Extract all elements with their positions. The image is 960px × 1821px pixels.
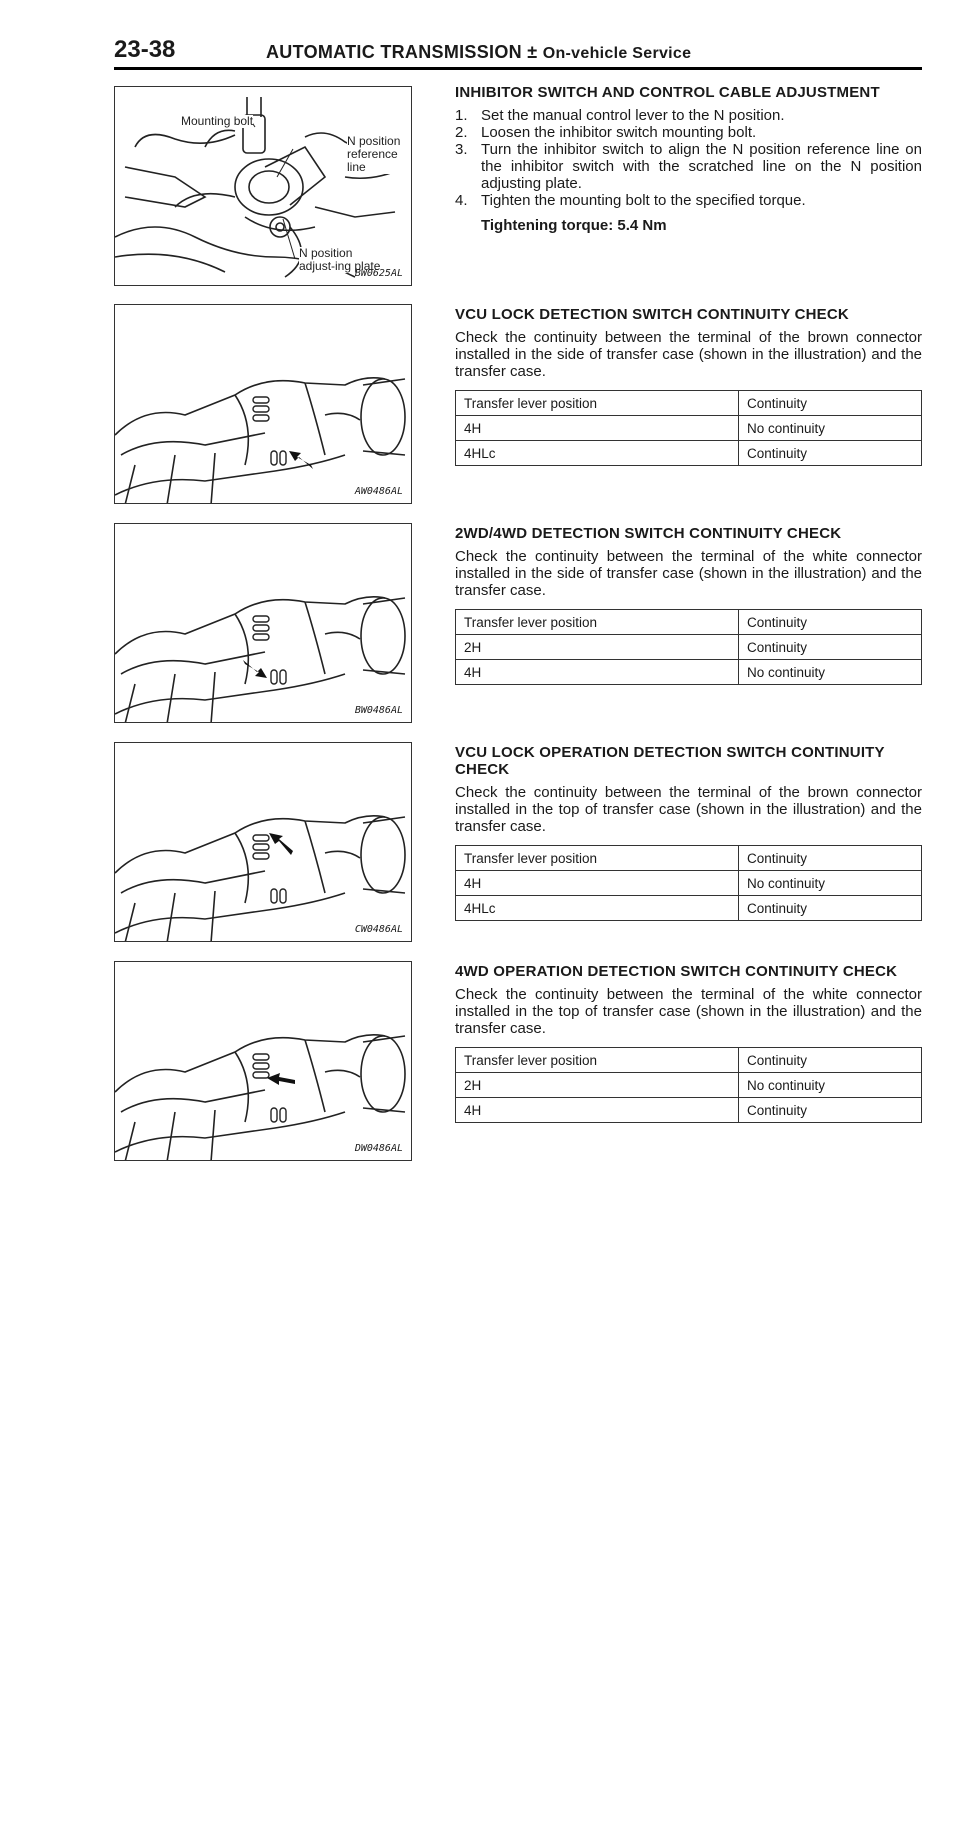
figure-code: DW0486AL (354, 1143, 403, 1154)
chapter-title: AUTOMATIC TRANSMISSION ± (266, 42, 538, 62)
table-cell: Continuity (739, 635, 922, 660)
table-cell: 4H (456, 660, 739, 685)
figure-vcu-lock-operation-switch (114, 742, 412, 942)
step-number: 2. (455, 124, 468, 141)
transfer-case-illustration (115, 305, 412, 504)
table-row (456, 1098, 922, 1123)
transfer-case-illustration (115, 743, 412, 942)
table-row (456, 871, 922, 896)
continuity-table (455, 390, 922, 466)
section-text: Check the continuity between the terminal of the brown connector installed in the top of transfer case (shown in the illustration) and the transfer case. (455, 784, 922, 835)
figure-code: BW0625AL (354, 268, 403, 279)
figure-code: AW0486AL (354, 486, 403, 497)
table-cell: No continuity (739, 1073, 922, 1098)
chapter-subtitle: On-vehicle Service (542, 45, 692, 62)
callout-n-position-adjusting-plate: N position adjust-ing plate (299, 247, 389, 273)
transfer-case-illustration (115, 962, 412, 1161)
step-number: 1. (455, 107, 468, 124)
section-vcu-lock-detection (455, 306, 922, 466)
table-cell: 4HLc (456, 896, 739, 921)
table-header-cell: Continuity (739, 610, 922, 635)
step-number: 4. (455, 192, 468, 209)
figure-4wd-operation-switch (114, 961, 412, 1161)
callout-mounting-bolt: Mounting bolt (181, 114, 254, 128)
tightening-torque: Tightening torque: 5.4 Nm (481, 217, 667, 234)
table-header-row (456, 846, 922, 871)
section-title: 2WD/4WD DETECTION SWITCH CONTINUITY CHECK (455, 525, 842, 542)
figure-2wd-4wd-switch (114, 523, 412, 723)
step-text: Turn the inhibitor switch to align the N position reference line on the inhibitor switch with the scratched line on the N position adjusting plate. (481, 141, 922, 192)
continuity-table (455, 609, 922, 685)
table-row (456, 1073, 922, 1098)
transfer-case-illustration (115, 524, 412, 723)
section-2wd-4wd-detection (455, 525, 922, 685)
table-header-row (456, 1048, 922, 1073)
table-row (456, 635, 922, 660)
table-header-cell: Continuity (739, 846, 922, 871)
section-title: VCU LOCK OPERATION DETECTION SWITCH CONTINUITY CHECK (455, 744, 885, 778)
step-item (455, 124, 922, 141)
table-header-cell: Continuity (739, 391, 922, 416)
page-number: 23-38 (114, 36, 176, 63)
table-cell: 2H (456, 1073, 739, 1098)
section-vcu-lock-operation-detection (455, 744, 922, 921)
section-title: 4WD OPERATION DETECTION SWITCH CONTINUITY CHECK (455, 963, 898, 980)
step-number: 3. (455, 141, 468, 158)
section-4wd-operation-detection (455, 963, 922, 1123)
section-text: Check the continuity between the terminal of the white connector installed in the side of transfer case (shown in the illustration) and the transfer case. (455, 548, 922, 599)
figure-vcu-lock-switch (114, 304, 412, 504)
table-cell: Continuity (739, 896, 922, 921)
section-inhibitor-switch-adjustment (455, 84, 922, 234)
table-row (456, 416, 922, 441)
callout-n-position-reference-line: N position reference line (347, 135, 409, 174)
section-text: Check the continuity between the terminal of the brown connector installed in the side of transfer case (shown in the illustration) and the transfer case. (455, 329, 922, 380)
table-cell: 2H (456, 635, 739, 660)
table-row (456, 660, 922, 685)
step-item (455, 141, 922, 192)
step-item (455, 192, 922, 209)
table-header-cell: Transfer lever position (456, 391, 739, 416)
table-cell: 4H (456, 1098, 739, 1123)
table-row (456, 441, 922, 466)
table-cell: No continuity (739, 416, 922, 441)
table-cell: Continuity (739, 1098, 922, 1123)
table-header-cell: Transfer lever position (456, 1048, 739, 1073)
table-cell: No continuity (739, 871, 922, 896)
table-cell: Continuity (739, 441, 922, 466)
figure-code: BW0486AL (354, 705, 403, 716)
table-cell: No continuity (739, 660, 922, 685)
step-text: Loosen the inhibitor switch mounting bolt. (481, 124, 757, 141)
step-item (455, 107, 922, 124)
table-header-row (456, 391, 922, 416)
section-title: INHIBITOR SWITCH AND CONTROL CABLE ADJUSTMENT (455, 84, 880, 101)
step-text: Set the manual control lever to the N position. (481, 107, 785, 124)
continuity-table (455, 1047, 922, 1123)
table-header-cell: Transfer lever position (456, 610, 739, 635)
procedure-steps (455, 107, 922, 209)
table-header-row (456, 610, 922, 635)
table-header-cell: Transfer lever position (456, 846, 739, 871)
section-text: Check the continuity between the terminal of the white connector installed in the top of transfer case (shown in the illustration) and the transfer case. (455, 986, 922, 1037)
figure-code: CW0486AL (354, 924, 403, 935)
table-cell: 4H (456, 871, 739, 896)
page-header (114, 36, 922, 68)
figure-inhibitor-switch (114, 86, 412, 286)
table-row (456, 896, 922, 921)
table-cell: 4HLc (456, 441, 739, 466)
table-cell: 4H (456, 416, 739, 441)
step-text: Tighten the mounting bolt to the specified torque. (481, 192, 806, 209)
page-title (266, 42, 691, 63)
continuity-table (455, 845, 922, 921)
table-header-cell: Continuity (739, 1048, 922, 1073)
header-rule (114, 67, 922, 70)
section-title: VCU LOCK DETECTION SWITCH CONTINUITY CHECK (455, 306, 849, 323)
